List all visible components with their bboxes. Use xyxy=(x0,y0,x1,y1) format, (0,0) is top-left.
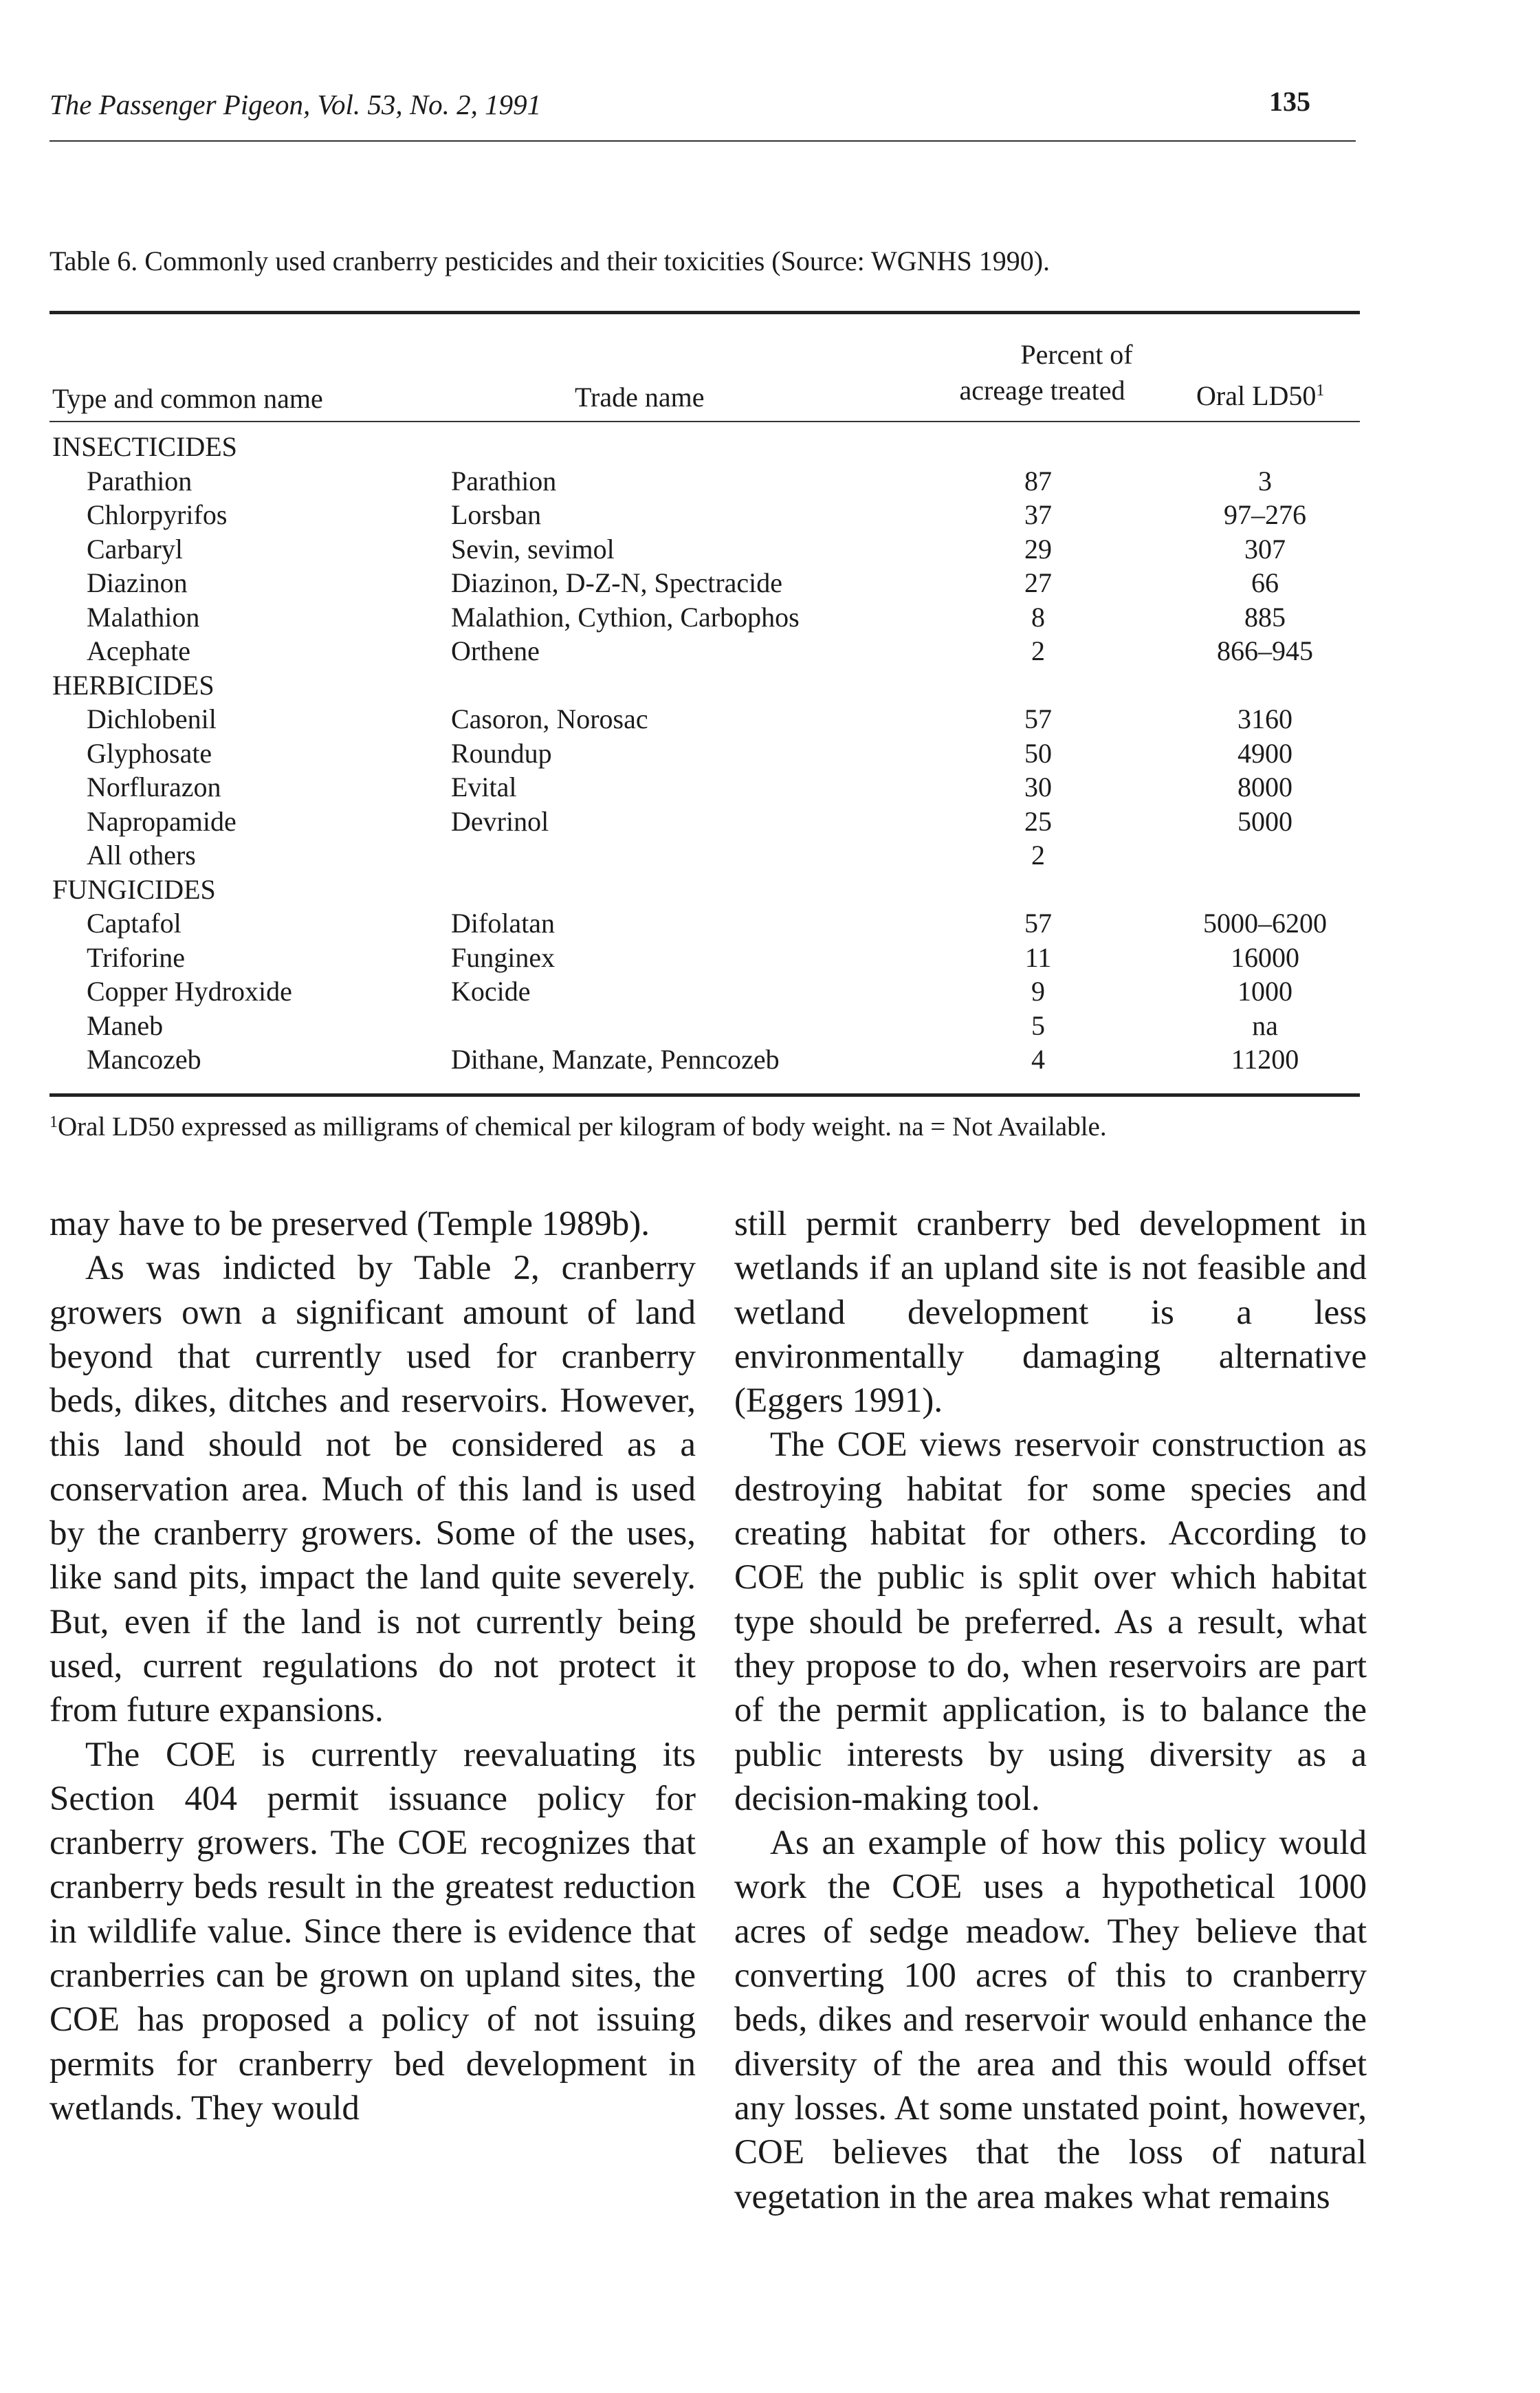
table-cell-percent: 8 xyxy=(1031,602,1045,633)
paragraph: As was indicted by Table 2, cranberry growers own a significant amount of land beyond that currently used for cranberry beds, dikes, ditches and reservoirs. However, this land should not be considered as a conservation area. Much of this land is used by the cranberry growers. Some of the uses, like sand pits, impact the land quite severely. But, even if the land is not currently being used, current regulations do not protect it from future expansions. xyxy=(50,1249,696,1730)
table-cell-ld50: 3 xyxy=(1258,466,1272,496)
table-cell-ld50: 16000 xyxy=(1231,942,1299,973)
table-cell-percent: 5 xyxy=(1031,1010,1045,1041)
table-caption: Table 6. Commonly used cranberry pesticides and their toxicities (Source: WGNHS 1990). xyxy=(50,245,1050,276)
table-cell-ld50: 5000–6200 xyxy=(1203,908,1327,939)
column-header-ld50 xyxy=(1196,380,1324,412)
paragraph: may have to be preserved (Temple 1989b). xyxy=(50,1205,650,1243)
header-rule xyxy=(50,140,1356,142)
table-cell-percent: 87 xyxy=(1024,466,1052,496)
table-cell-trade-name: Kocide xyxy=(451,976,531,1007)
table-cell-percent: 2 xyxy=(1031,635,1045,666)
table-cell-common-name: Maneb xyxy=(87,1010,164,1041)
table-cell-percent: 57 xyxy=(1024,908,1052,939)
table-cell-ld50: 97–276 xyxy=(1224,499,1306,530)
table-cell-common-name: Norflurazon xyxy=(87,772,221,802)
table-footnote xyxy=(50,1111,1107,1142)
table-cell-common-name: Parathion xyxy=(87,466,192,496)
table-cell-trade-name: Roundup xyxy=(451,738,552,769)
table-cell-percent: 57 xyxy=(1024,703,1052,734)
table-cell-trade-name: Evital xyxy=(451,772,517,802)
table-cell-percent: 50 xyxy=(1024,738,1052,769)
table-cell-ld50: 3160 xyxy=(1238,703,1292,734)
table-cell-ld50: 866–945 xyxy=(1217,635,1313,666)
table-category-heading: HERBICIDES xyxy=(52,670,214,701)
table-cell-ld50: 5000 xyxy=(1238,806,1292,837)
body-column-right xyxy=(734,1202,1367,2219)
table-cell-common-name: Diazinon xyxy=(87,567,188,598)
column-header-ld50-label: Oral LD50 xyxy=(1196,380,1317,411)
footnote-marker: 1 xyxy=(1316,382,1325,400)
table-cell-trade-name: Difolatan xyxy=(451,908,556,939)
table-cell-common-name: Glyphosate xyxy=(87,738,212,769)
table-cell-common-name: Triforine xyxy=(87,942,185,973)
table-cell-common-name: Dichlobenil xyxy=(87,703,217,734)
table-cell-common-name: Copper Hydroxide xyxy=(87,976,292,1007)
table-cell-trade-name: Funginex xyxy=(451,942,556,973)
table-category-heading: FUNGICIDES xyxy=(52,874,216,905)
table-cell-ld50: 307 xyxy=(1244,534,1286,565)
table-cell-percent: 37 xyxy=(1024,499,1052,530)
table-cell-trade-name: Sevin, sevimol xyxy=(451,534,615,565)
table-cell-ld50: na xyxy=(1252,1010,1278,1041)
body-column-left xyxy=(50,1202,696,2130)
table-top-rule xyxy=(50,311,1360,314)
table-cell-common-name: Captafol xyxy=(87,908,182,939)
table-cell-percent: 11 xyxy=(1024,942,1052,973)
column-header-percent-line1: Percent of xyxy=(1020,339,1133,370)
paragraph: The COE is currently reevaluating its Section 404 permit issuance policy for cranberry growers. The COE recognizes that cranberry beds result in the greatest reduction in wildlife value. Since there is evidence that cranberries can be grown on upland sites, the COE has proposed a policy of not issuing permits for cranberry bed development in wetlands. They would xyxy=(50,1735,696,2128)
table-cell-percent: 4 xyxy=(1031,1044,1045,1075)
paragraph: As an example of how this policy would work the COE uses a hypothetical 1000 acres of sedge meadow. They believe that converting 100 acres of this to cranberry beds, dikes and reservoir would enhance the diversity of the area and this would offset any losses. At some unstated point, however, COE believes that the loss of natural vegetation in the area makes what remains xyxy=(734,1824,1367,2216)
table-cell-trade-name: Dithane, Manzate, Penncozeb xyxy=(451,1044,780,1075)
table-cell-percent: 9 xyxy=(1031,976,1045,1007)
table-cell-common-name: Acephate xyxy=(87,635,191,666)
column-header-trade: Trade name xyxy=(575,382,705,413)
table-cell-common-name: Malathion xyxy=(87,602,200,633)
table-cell-percent: 27 xyxy=(1024,567,1052,598)
footnote-marker: 1 xyxy=(50,1113,58,1131)
table-cell-trade-name: Parathion xyxy=(451,466,557,496)
table-bottom-rule xyxy=(50,1093,1360,1097)
page-number: 135 xyxy=(1269,86,1310,117)
column-header-type: Type and common name xyxy=(52,383,323,414)
table-cell-common-name: Mancozeb xyxy=(87,1044,201,1075)
table-cell-ld50: 4900 xyxy=(1238,738,1292,769)
table-cell-trade-name: Malathion, Cythion, Carbophos xyxy=(451,602,800,633)
table-cell-common-name: Chlorpyrifos xyxy=(87,499,228,530)
table-cell-percent: 2 xyxy=(1031,840,1045,871)
table-cell-common-name: All others xyxy=(87,840,196,871)
table-cell-percent: 29 xyxy=(1024,534,1052,565)
paragraph: still permit cranberry bed development in wetlands if an upland site is not feasible and wetland development is a less environmentally damaging alternative (Eggers 1991). xyxy=(734,1205,1367,1421)
table-cell-trade-name: Lorsban xyxy=(451,499,542,530)
table-cell-ld50: 66 xyxy=(1251,567,1279,598)
table-cell-trade-name: Casoron, Norosac xyxy=(451,703,648,734)
table-cell-ld50: 8000 xyxy=(1238,772,1292,802)
table-cell-trade-name: Orthene xyxy=(451,635,540,666)
table-cell-common-name: Carbaryl xyxy=(87,534,183,565)
table-cell-trade-name: Diazinon, D-Z-N, Spectracide xyxy=(451,567,783,598)
table-category-heading: INSECTICIDES xyxy=(52,431,237,462)
running-header: The Passenger Pigeon, Vol. 53, No. 2, 1991 xyxy=(50,89,542,120)
column-header-percent-line2: acreage treated xyxy=(959,375,1125,406)
table-cell-percent: 30 xyxy=(1024,772,1052,802)
table-header-rule xyxy=(50,421,1360,422)
table-cell-percent: 25 xyxy=(1024,806,1052,837)
table-cell-trade-name: Devrinol xyxy=(451,806,549,837)
table-cell-ld50: 1000 xyxy=(1238,976,1292,1007)
paragraph: The COE views reservoir construction as destroying habitat for some species and creating habitat for others. According to COE the public is split over which habitat type should be preferred. As a result, what they propose to do, when reservoirs are part of the permit application, is to balance the public interests by using diversity as a decision-making tool. xyxy=(734,1425,1367,1818)
table-cell-common-name: Napropamide xyxy=(87,806,236,837)
table-cell-ld50: 885 xyxy=(1244,602,1286,633)
footnote-text: Oral LD50 expressed as milligrams of chemical per kilogram of body weight. na = Not Available. xyxy=(58,1112,1107,1141)
table-cell-ld50: 11200 xyxy=(1231,1044,1299,1075)
